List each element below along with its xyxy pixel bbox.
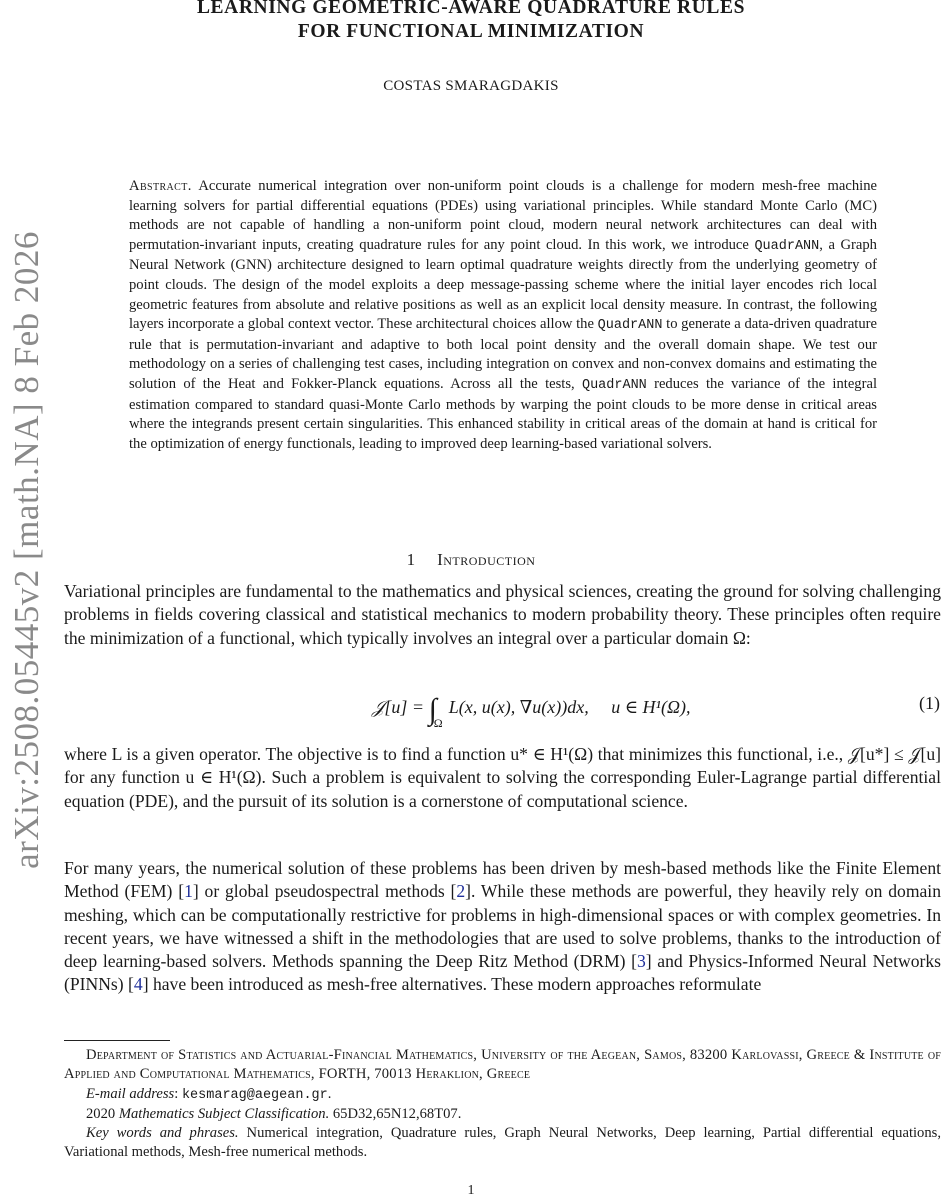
intro-paragraph-3 bbox=[64, 857, 941, 997]
equation-expression bbox=[372, 693, 690, 731]
page-number: 1 bbox=[467, 1183, 475, 1198]
email-label: E-mail address bbox=[86, 1085, 175, 1102]
msc-year: 2020 bbox=[86, 1105, 116, 1122]
section-heading-introduction bbox=[0, 550, 942, 570]
keywords-label: Key words and phrases. bbox=[86, 1125, 239, 1142]
integral-sign: ∫ bbox=[428, 693, 437, 726]
model-name: QuadrANN bbox=[754, 238, 820, 254]
abstract-label: Abstract. bbox=[129, 178, 192, 194]
abstract-text-4: reduces the variance of the integral estimation compared to standard quasi-Monte Carlo methods by warping the point clouds to be more dense in critical areas where the integrands present certain singularities. This enhanced stability in critical areas of the domain at hand is critical for the optimization of energy functionals, leading to improved deep learning-based variational solvers. bbox=[129, 375, 877, 452]
author-name: COSTAS SMARAGDAKIS bbox=[383, 78, 559, 94]
citation-link-1[interactable]: 1 bbox=[184, 881, 193, 902]
abstract-text-3: to generate a data-driven quadrature rule that is permutation-invariant and adaptive to both local point density and the overall domain shape. We test our methodology on a series of challenging test cases, including integration on convex and non-convex domains and estimating the solution of the Heat and Fokker-Planck equations. Across all the tests, bbox=[129, 316, 877, 392]
section-title: Introduction bbox=[437, 550, 536, 569]
footnote-divider bbox=[64, 1040, 170, 1041]
citation-link-3[interactable]: 3 bbox=[636, 951, 646, 972]
abstract bbox=[129, 177, 877, 454]
citation-link-2[interactable]: 2 bbox=[456, 881, 466, 902]
paragraph-text: ] or global pseudospectral methods [ bbox=[192, 881, 457, 902]
model-name: QuadrANN bbox=[597, 318, 663, 334]
section-number: 1 bbox=[406, 550, 416, 569]
email-address[interactable]: kesmarag@aegean.gr bbox=[181, 1087, 328, 1103]
equation-integrand: L(x, u(x), ∇u(x))dx, bbox=[448, 697, 589, 717]
intro-paragraph-2: where L is a given operator. The objective is to find a function u* ∈ H¹(Ω) that minimizes this functional, i.e., 𝒥[u*] ≤ 𝒥[u] for any function u ∈ H¹(Ω). Such a problem is equivalent to solving the corresponding Euler-Lagrange partial differential equation (PDE), and the pursuit of its solution is a cornerstone of computational science. bbox=[64, 744, 941, 811]
paragraph-text: ] have been introduced as mesh-free alternatives. These modern approaches reformulate bbox=[142, 974, 762, 995]
paragraph-text: ] and Physics-Informed Neural Networks (PINNs) [ bbox=[64, 951, 941, 995]
paper-title bbox=[0, 0, 942, 44]
footnotes bbox=[64, 1046, 941, 1163]
integral-domain: Ω bbox=[433, 716, 443, 730]
paragraph-text: For many years, the numerical solution of these problems has been driven by mesh-based methods like the Finite Element Method (FEM) [ bbox=[64, 858, 941, 902]
keywords-line bbox=[64, 1124, 941, 1163]
model-name: QuadrANN bbox=[581, 377, 647, 393]
abstract-text-1: Accurate numerical integration over non-uniform point clouds is a challenge for modern mesh-free machine learning solvers for partial differential equations (PDEs) using variational principles. While standard Monte Carlo (MC) methods are not capable of handling a non-uniform point cloud, modern neural network architectures can deal with permutation-invariant inputs, creating quadrature rules for any point cloud. In this work, we introduce bbox=[129, 178, 877, 253]
equation-number: (1) bbox=[919, 693, 940, 713]
author-affiliation: Department of Statistics and Actuarial-Financial Mathematics, University of the Aegean, Samos, 83200 Karlovassi, Greece & Institute of Applied and Computational Mathematics, FORTH, 70013 Heraklion, Greece bbox=[64, 1047, 941, 1083]
equation-lhs: 𝒥[u] = bbox=[372, 697, 429, 717]
equation-condition: u ∈ H¹(Ω), bbox=[611, 697, 691, 717]
title-line-2: FOR FUNCTIONAL MINIMIZATION bbox=[297, 21, 645, 42]
citation-link-4[interactable]: 4 bbox=[133, 974, 143, 995]
msc-line bbox=[64, 1105, 941, 1124]
equation-1 bbox=[64, 693, 941, 730]
msc-codes: 65D32,65N12,68T07. bbox=[332, 1105, 462, 1122]
email-line: E-mail address: kesmarag@aegean.gr. bbox=[86, 1085, 332, 1103]
keywords: Numerical integration, Quadrature rules, Graph Neural Networks, Deep learning, Partial differential equations, Variational methods, Mesh-free numerical methods. bbox=[64, 1125, 941, 1161]
abstract-text-2: , a Graph Neural Network (GNN) architecture designed to learn optimal quadrature weights directly from the underlying geometry of point clouds. The design of the model exploits a deep message-passing scheme where the initial layer encodes rich local geometric features from absolute and relative positions as well as an explicit local density measure. In contrast, the following layers incorporate a global context vector. These architectural choices allow the bbox=[129, 236, 877, 333]
paragraph-text: ]. While these methods are powerful, they heavily rely on domain meshing, which can be computationally restrictive for problems in high-dimensional spaces or with complex geometries. In recent years, we have witnessed a shift in the methodologies that are used to solve problems, thanks to the introduction of deep learning-based solvers. Methods spanning the Deep Ritz Method (DRM) [ bbox=[64, 881, 941, 972]
title-line-1: LEARNING GEOMETRIC-AWARE QUADRATURE RULES bbox=[196, 0, 746, 18]
intro-paragraph-1: Variational principles are fundamental to the mathematics and physical sciences, creating the ground for solving challenging problems in fields covering classical and statistical mechanics to modern probability theory. These principles often require the minimization of a functional, which typically involves an integral over a particular domain Ω: bbox=[64, 581, 941, 648]
msc-label: Mathematics Subject Classification. bbox=[118, 1105, 330, 1122]
arxiv-stamp-text: arXiv:2508.05445v2 [math.NA] 8 Feb 2026 bbox=[7, 231, 46, 869]
